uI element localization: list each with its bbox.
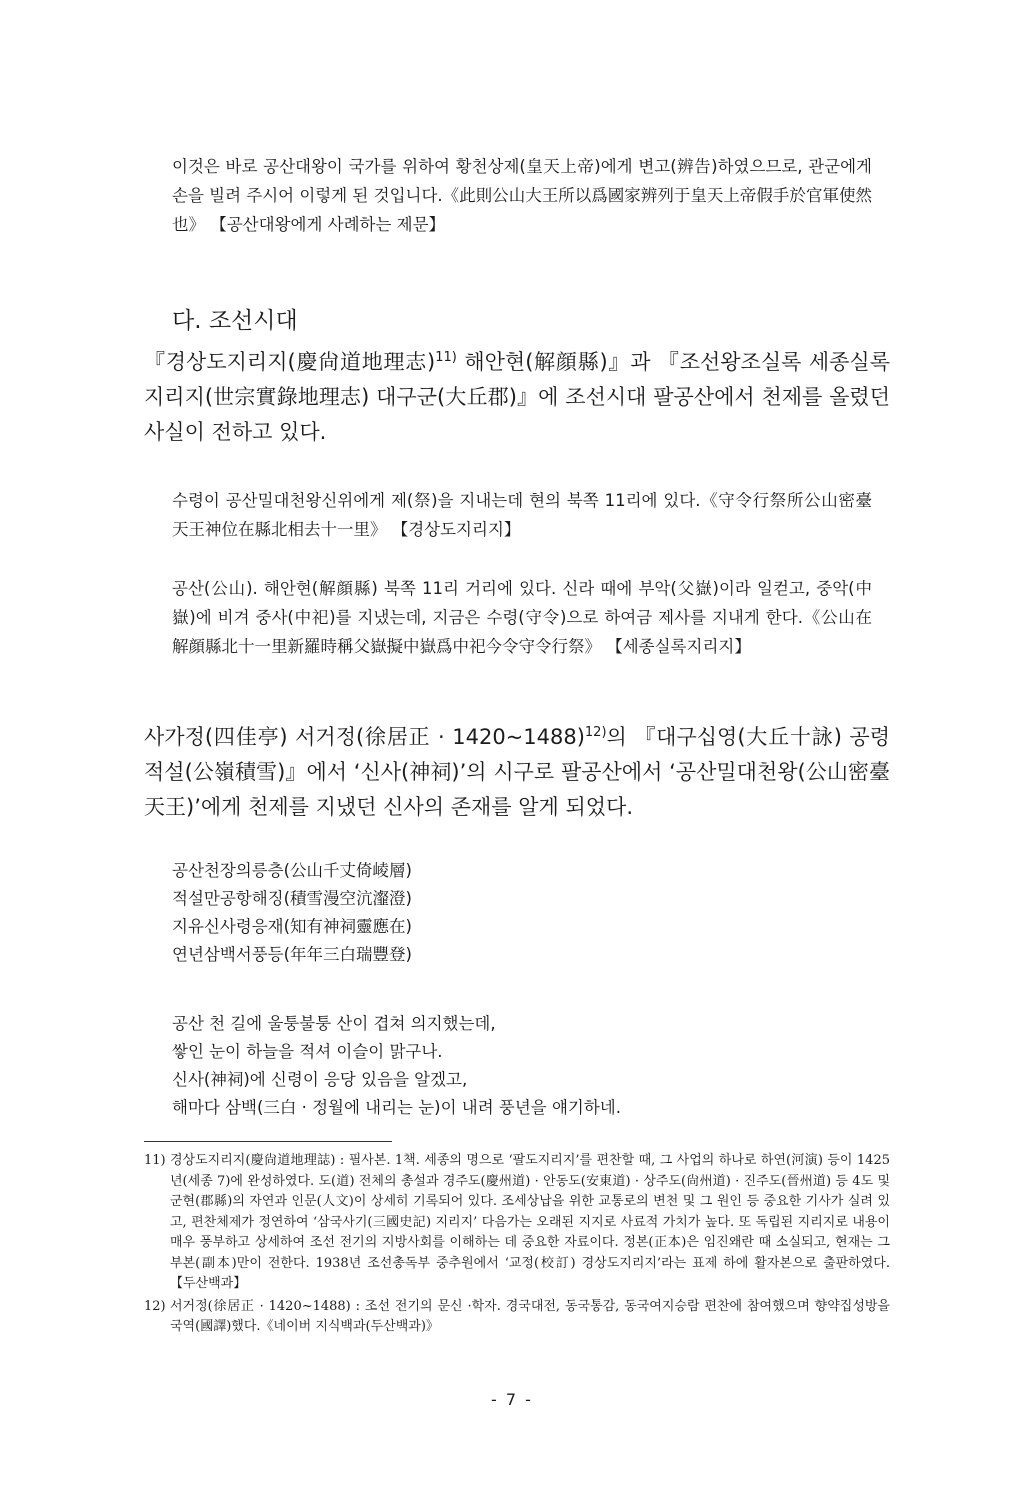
poem-line: 지유신사령응재(知有神祠靈應在) bbox=[172, 917, 412, 936]
poem-line: 공산 천 길에 울퉁불퉁 산이 겹쳐 의지했는데, bbox=[172, 1014, 496, 1033]
poem-line: 적설만공항해징(積雪漫空沆瀣澄) bbox=[172, 889, 412, 908]
footnote-item bbox=[144, 1297, 890, 1338]
quote-text: 수령이 공산밀대천왕신위에게 제(祭)을 지내는데 현의 북쪽 11리에 있다.《守令行祭所公山密臺天王神位在縣北相去十一里》 【경상도지리지】 bbox=[172, 491, 872, 539]
footnote-text: 경상도지리지(慶尙道地理誌) : 필사본. 1책. 세종의 명으로 ‘팔도지리지’를 편찬할 때, 그 사업의 하나로 하연(河演) 등이 1425년(세종 7)에 완성하였다. 도(道) 전체의 총설과 경주도(慶州道) · 안동도(安東道) · 상주도(尙州道) · 진주도(晉州道) 등 4도 및 군현(郡縣)의 자연과 인문(人文)이 상세히 기록되어 있다. 조세상납을 위한 교통로의 변천 및 그 원인 등 중요한 기사가 실려 있고, 편찬체제가 정연하여 ‘삼국사기(三國史記) 지리지’ 다음가는 오래된 지지로 사료적 가치가 높다. 또 독립된 지리지로 내용이 매우 풍부하고 상세하여 조선 전기의 지방사회를 이해하는 데 중요한 자료이다. 정본(正本)은 임진왜란 때 소실되고, 현재는 그 부본(副本)만이 전한다. 1938년 조선총독부 중추원에서 ‘교정(校訂) 경상도지리지’라는 표제 하에 활자본으로 출판하였다. 【두산백과】 bbox=[170, 1153, 890, 1291]
footnote-number: 12) bbox=[144, 1298, 166, 1314]
quote-block-gyeongsang bbox=[172, 486, 872, 544]
footnote-text: 서거정(徐居正 · 1420~1488) : 조선 전기의 문신 ·학자. 경국대전, 동국통감, 동국여지승람 편찬에 참여했으며 향약집성방을 국역(國譯)했다.《네이버 지식백과(두산백과)》 bbox=[170, 1298, 890, 1334]
paragraph-text-start: 사가정(四佳亭) 서거정(徐居正 · 1420~1488) bbox=[144, 725, 585, 749]
footnote-list bbox=[144, 1151, 890, 1340]
paragraph-text-end: 해안현(解顔縣)』과 『조선왕조실록 세종실록지리지(世宗實錄地理志) 대구군(大丘郡)』에 조선시대 팔공산에서 천제를 올렸던 사실이 전하고 있다. bbox=[144, 350, 890, 444]
footnote-number: 11) bbox=[144, 1153, 166, 1168]
poem-line: 공산천장의릉층(公山千丈倚崚層) bbox=[172, 861, 412, 880]
body-paragraph-joseon bbox=[144, 345, 890, 450]
paragraph-text-start: 『경상도지리지(慶尙道地理志) bbox=[144, 350, 436, 374]
quote-text: 이것은 바로 공산대왕이 국가를 위하여 황천상제(皇天上帝)에게 변고(辨告)하였으므로, 관군에게 손을 빌려 주시어 이렇게 된 것입니다.《此則公山大王所以爲國家辨列于皇天上帝假手於官軍使然也》 【공산대왕에게 사례하는 제문】 bbox=[172, 157, 872, 234]
paragraph-text-end: 의 『대구십영(大丘十詠) 공령적설(公嶺積雪)』에서 ‘신사(神祠)’의 시구로 팔공산에서 ‘공산밀대천왕(公山密臺天王)’에게 천제를 지냈던 신사의 존재를 알게 되었다. bbox=[144, 725, 890, 819]
footnote-reference[interactable]: 11) bbox=[435, 350, 457, 365]
footnote-reference[interactable]: 12) bbox=[584, 725, 607, 740]
poem-line: 신사(神祠)에 신령이 응당 있음을 알겠고, bbox=[172, 1070, 468, 1089]
quote-text: 공산(公山). 해안현(解顔縣) 북쪽 11리 거리에 있다. 신라 때에 부악(父嶽)이라 일컫고, 중악(中嶽)에 비겨 중사(中祀)를 지냈는데, 지금은 수령(守令)으로 하여금 제사를 지내게 한다.《公山在解顔縣北十一里新羅時稱父嶽擬中嶽爲中祀今令守令行祭》 【세종실록지리지】 bbox=[172, 579, 872, 656]
poem-line: 해마다 삼백(三白 · 정월에 내리는 눈)이 내려 풍년을 얘기하네. bbox=[172, 1098, 621, 1117]
poem-line: 쌓인 눈이 하늘을 적셔 이슬이 맑구나. bbox=[172, 1042, 443, 1061]
quote-block-sejong bbox=[172, 574, 872, 661]
quote-block-offering-text bbox=[172, 152, 872, 239]
body-paragraph-seogeojeong bbox=[144, 720, 890, 825]
section-heading: 다. 조선시대 bbox=[172, 308, 298, 334]
poem-translation bbox=[172, 1010, 872, 1122]
poem-original bbox=[172, 857, 872, 969]
poem-line: 연년삼백서풍등(年年三白瑞豐登) bbox=[172, 945, 412, 964]
footnote-item bbox=[144, 1151, 890, 1295]
page-number: - 7 - bbox=[491, 1390, 533, 1409]
footnote-divider bbox=[144, 1141, 392, 1142]
